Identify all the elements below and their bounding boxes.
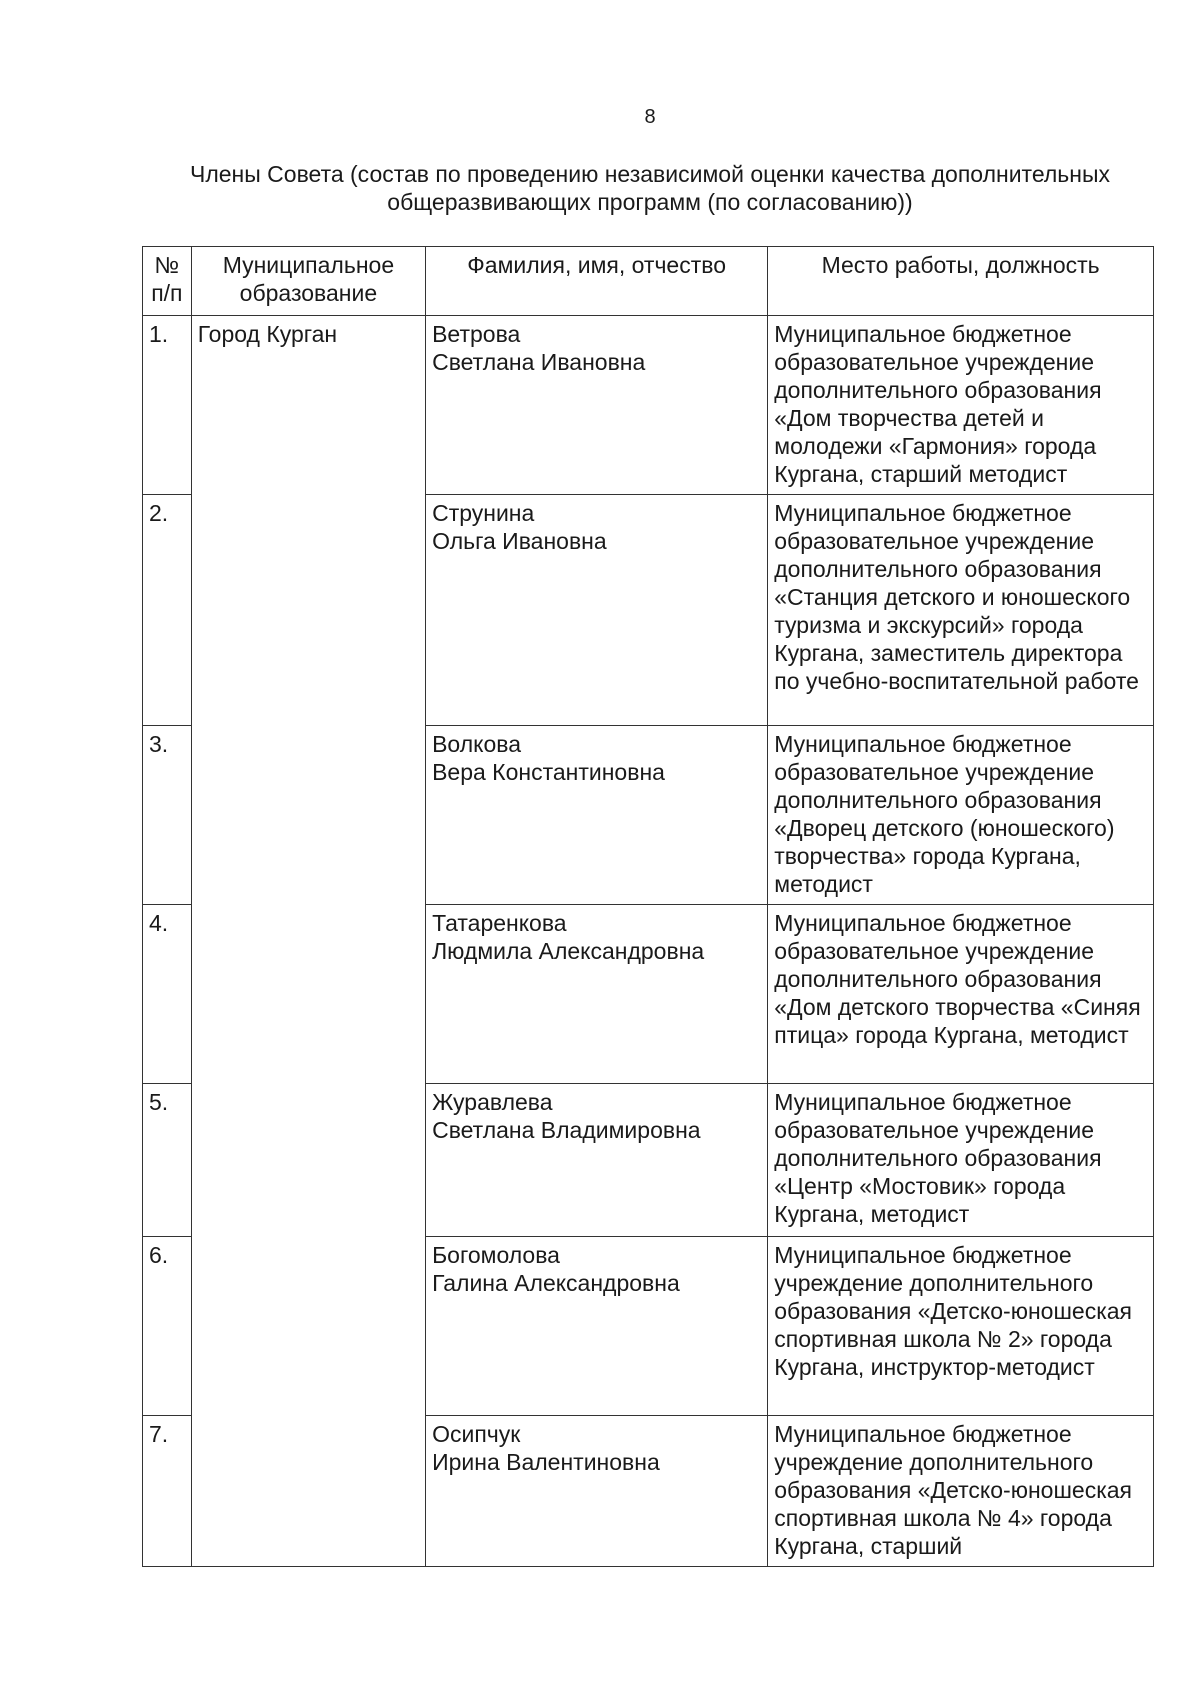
surname: Журавлева (432, 1089, 553, 1115)
full-name (426, 316, 768, 495)
workplace: Муниципальное бюджетное образовательное учреждение дополнительного образования «Дом детского творчества «Синяя птица» города Кургана, методист (768, 905, 1154, 1084)
row-number: 3. (143, 726, 192, 905)
table-row (143, 316, 1154, 495)
surname: Струнина (432, 500, 535, 526)
given-names: Вера Константиновна (432, 759, 665, 785)
given-names: Галина Александровна (432, 1270, 680, 1296)
given-names: Светлана Владимировна (432, 1117, 701, 1143)
surname: Осипчук (432, 1421, 521, 1447)
full-name (426, 905, 768, 1084)
row-number: 6. (143, 1237, 192, 1416)
surname: Богомолова (432, 1242, 560, 1268)
header-name: Фамилия, имя, отчество (426, 247, 768, 316)
row-number: 2. (143, 495, 192, 726)
full-name (426, 1084, 768, 1237)
given-names: Ольга Ивановна (432, 528, 607, 554)
workplace: Муниципальное бюджетное образовательное учреждение дополнительного образования «Дворец детского (юношеского) творчества» города Кургана, методист (768, 726, 1154, 905)
row-number: 4. (143, 905, 192, 1084)
surname: Ветрова (432, 321, 521, 347)
full-name (426, 726, 768, 905)
workplace: Муниципальное бюджетное учреждение дополнительного образования «Детско-юношеская спортивная школа № 2» города Кургана, инструктор-методист (768, 1237, 1154, 1416)
workplace: Муниципальное бюджетное образовательное учреждение дополнительного образования «Дом творчества детей и молодежи «Гармония» города Кургана, старший методист (768, 316, 1154, 495)
header-num: № п/п (143, 247, 192, 316)
full-name (426, 1416, 768, 1567)
workplace: Муниципальное бюджетное образовательное учреждение дополнительного образования «Станция детского и юношеского туризма и экскурсий» города Кургана, заместитель директора по учебно-воспитательной работе (768, 495, 1154, 726)
document-title: Члены Совета (состав по проведению независимой оценки качества дополнительных общеразвивающих программ (по согласованию)) (190, 161, 1110, 215)
workplace: Муниципальное бюджетное учреждение дополнительного образования «Детско-юношеская спортивная школа № 4» города Кургана, старший (768, 1416, 1154, 1567)
header-workplace: Место работы, должность (768, 247, 1154, 316)
surname: Татаренкова (432, 910, 567, 936)
workplace: Муниципальное бюджетное образовательное учреждение дополнительного образования «Центр «Мостовик» города Кургана, методист (768, 1084, 1154, 1237)
members-table (142, 246, 1154, 1567)
header-municipality: Муниципальное образование (191, 247, 425, 316)
given-names: Людмила Александровна (432, 938, 705, 964)
given-names: Ирина Валентиновна (432, 1449, 660, 1475)
municipality-cell: Город Курган (191, 316, 425, 1567)
given-names: Светлана Ивановна (432, 349, 646, 375)
row-number: 5. (143, 1084, 192, 1237)
full-name (426, 495, 768, 726)
page-number: 8 (644, 106, 656, 128)
table-header-row (143, 247, 1154, 316)
surname: Волкова (432, 731, 521, 757)
full-name (426, 1237, 768, 1416)
row-number: 7. (143, 1416, 192, 1567)
row-number: 1. (143, 316, 192, 495)
